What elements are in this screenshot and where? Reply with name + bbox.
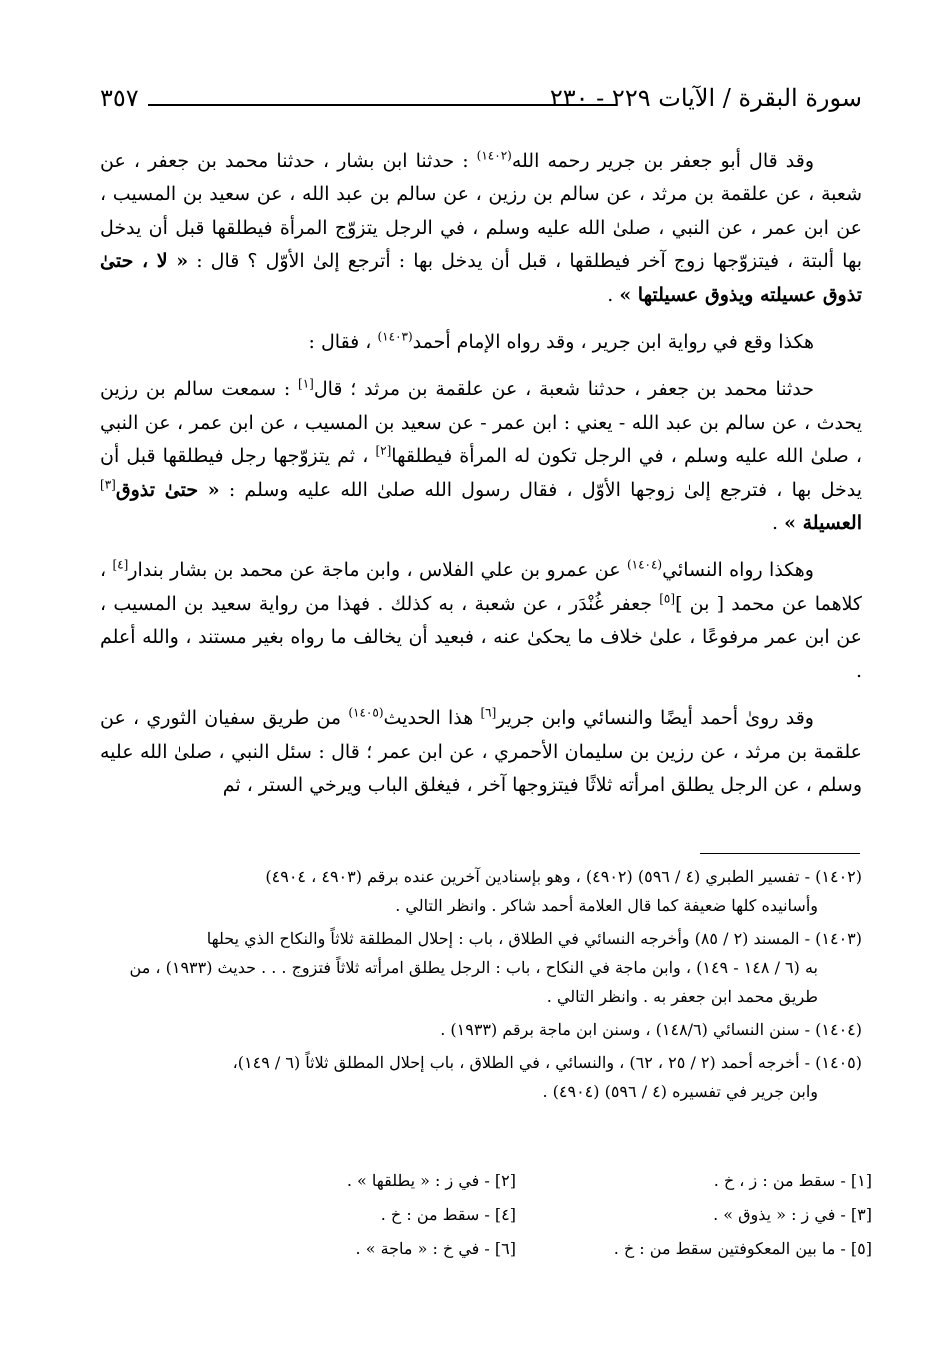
reference-marker: [٢]	[375, 443, 392, 458]
reference-marker: [٤]	[112, 558, 129, 573]
footnote	[100, 924, 862, 1011]
reference-marker: [٥]	[659, 591, 676, 606]
hadith-quote: « لا ، حتىٰ تذوق عسيلته ويذوق عسيلتها »	[100, 250, 862, 306]
footnote-number: (١٤٠٣)	[810, 929, 862, 948]
manuscript-note: [٦] - في خ : « ماجة » .	[355, 1239, 516, 1258]
header-rule	[148, 104, 616, 106]
text-run: هكذا وقع في رواية ابن جرير ، وقد رواه الإمام أحمد	[412, 331, 814, 354]
reference-marker: [١]	[298, 377, 314, 392]
text-run: ، كلاهما عن محمد [ بن ]	[100, 559, 862, 615]
text-run: حدثنا محمد بن جعفر ، حدثنا شعبة ، عن علقمة بن مرثد ؛ قال	[313, 378, 814, 401]
manuscript-note: [٥] - ما بين المعكوفتين سقط من : خ .	[613, 1239, 872, 1258]
reference-marker: [٣]	[100, 477, 116, 492]
text-run: ، فقال :	[308, 331, 378, 354]
notes-row	[160, 1232, 872, 1266]
footnote-number: (١٤٠٢)	[810, 867, 862, 886]
footnote-continuation: به (٦ / ١٤٨ - ١٤٩) ، وابن ماجة في النكاح ، باب : الرجل يطلق امرأته ثلاثاً فتزوج . . . حديث (١٩٣٣) ، من طريق محمد ابن جعفر به . وانظر التالي .	[129, 958, 818, 1006]
footnote-text: - تفسير الطبري (٤ / ٥٩٦) (٤٩٠٢) ، وهو بإسنادين آخرين عنده برقم (٤٩٠٣ ، ٤٩٠٤)	[265, 867, 811, 886]
text-run: .	[772, 512, 785, 535]
manuscript-note: [٣] - في ز : « يذوق » .	[713, 1205, 872, 1224]
running-title: سورة البقرة / الآيات ٢٢٩ - ٢٣٠	[549, 84, 862, 112]
text-run: وقد روىٰ أحمد أيضًا والنسائي وابن جرير	[496, 707, 814, 730]
manuscript-note: [١] - سقط من : ز ، خ .	[713, 1171, 872, 1190]
footnote	[100, 1048, 862, 1106]
footnote-continuation: وابن جرير في تفسيره (٤ / ٥٩٦) (٤٩٠٤) .	[542, 1082, 818, 1101]
manuscript-notes	[160, 1164, 872, 1266]
reference-marker: [٦]	[480, 705, 497, 720]
text-run: : حدثنا ابن بشار ، حدثنا محمد بن جعفر ، عن شعبة ، عن علقمة بن مرثد ، عن سالم بن رزين ، عن سالم بن عبد الله ، عن سعيد بن المسيب ، عن ابن عمر ، عن النبي ، صلىٰ الله عليه وسلم ، في الرجل يتزوّج المرأة فيطلقها قبل أن يدخل بها ألبتة ، فيتزوّجها زوج آخر فيطلقها ، قبل أن يدخل بها : أترجع إلىٰ الأوّل ؟ قال :	[100, 150, 862, 273]
reference-marker: (١٤٠٣)	[377, 329, 413, 344]
reference-marker: (١٤٠٤)	[626, 558, 663, 573]
paragraph	[100, 554, 862, 688]
reference-marker: (١٤٠٥)	[348, 705, 384, 720]
page-number: ٣٥٧	[100, 84, 139, 112]
footnote	[100, 1015, 862, 1044]
notes-row	[160, 1198, 872, 1232]
text-run: عن عمرو بن علي الفلاس ، وابن ماجة عن محمد بن بشار بندار	[128, 559, 627, 582]
footnote-text: - المسند (٢ / ٨٥) وأخرجه النسائي في الطلاق ، باب : إحلال المطلقة ثلاثاً والنكاح الذي يحلها	[206, 929, 811, 948]
footnote-text: - أخرجه أحمد (٢ / ٢٥ ، ٦٢) ، والنسائي ، في الطلاق ، باب إحلال المطلق ثلاثاً (٦ / ١٤٩)،	[232, 1053, 811, 1072]
page-header	[100, 84, 862, 124]
footnote-text: - سنن النسائي (١٤٨/٦) ، وسنن ابن ماجة برقم (١٩٣٣) .	[440, 1020, 811, 1039]
manuscript-note: [٤] - سقط من : خ .	[380, 1205, 516, 1224]
paragraph	[100, 373, 862, 540]
reference-marker: (١٤٠٢)	[476, 148, 512, 163]
text-run: ، ثم يتزوّجها رجل فيطلقها قبل أن يدخل بها ، فترجع إلىٰ زوجها الأوّل ، فقال رسول الله صلىٰ الله عليه وسلم :	[100, 445, 862, 501]
paragraph	[100, 326, 862, 359]
text-run: : سمعت سالم بن رزين يحدث ، عن سالم بن عبد الله - يعني : ابن عمر - عن سعيد بن المسيب ، عن ابن عمر ، عن النبي ، صلىٰ الله عليه وسلم ، في الرجل تكون له المرأة فيطلقها	[100, 378, 862, 468]
footnotes	[100, 862, 862, 1110]
footnote-continuation: وأسانيده كلها ضعيفة كما قال العلامة أحمد شاكر . وانظر التالي .	[395, 896, 818, 915]
main-text	[100, 145, 862, 816]
text-run: .	[607, 283, 620, 306]
footnote-number: (١٤٠٥)	[810, 1053, 862, 1072]
hadith-quote: العسيلة »	[784, 512, 862, 535]
paragraph	[100, 702, 862, 802]
text-run: وقد قال أبو جعفر بن جرير رحمه الله	[511, 150, 814, 172]
footnote-separator	[700, 853, 860, 854]
hadith-quote: « حتىٰ تذوق	[115, 478, 220, 501]
manuscript-note: [٢] - في ز : « يطلقها » .	[346, 1171, 516, 1190]
notes-row	[160, 1164, 872, 1198]
text-run: من طريق سفيان الثوري ، عن علقمة بن مرثد ، عن رزين بن سليمان الأحمري ، عن ابن عمر ؛ قال : سئل النبي ، صلىٰ الله عليه وسلم ، عن الرجل يطلق امرأته ثلاثًا فيتزوجها آخر ، فيغلق الباب ويرخي الستر ، ثم	[100, 707, 862, 796]
text-run: هذا الحديث	[383, 707, 481, 730]
paragraph	[100, 145, 862, 312]
text-run: جعفر غُنْدَر ، عن شعبة ، به كذلك . فهذا من رواية سعيد بن المسيب ، عن ابن عمر مرفوعًا ، علىٰ خلاف ما يحكىٰ عنه ، فبعيد أن يخالف ما رواه بغير مستند ، والله أعلم .	[100, 592, 862, 682]
footnote-number: (١٤٠٤)	[810, 1020, 862, 1039]
text-run: وهكذا رواه النسائي	[662, 559, 814, 582]
footnote	[100, 862, 862, 920]
